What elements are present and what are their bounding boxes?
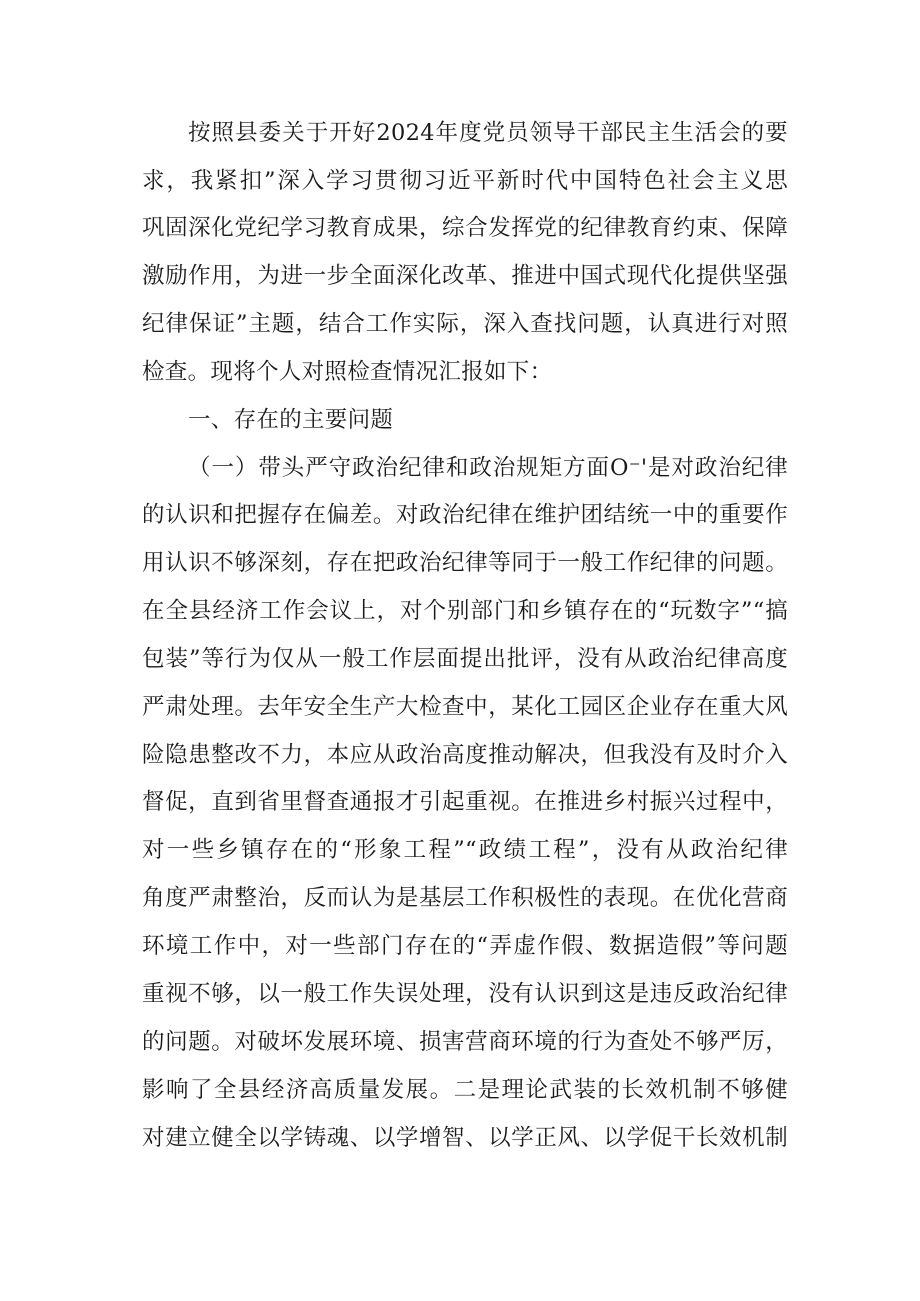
paragraph-3-line-5: 包装”等行为仅从一般工作层面提出批评，没有从政治纪律高度 — [142, 646, 788, 672]
paragraph-3-line-12: 重视不够，以一般工作失误处理，没有认识到这是违反政治纪律 — [142, 981, 788, 1007]
paragraph-3-line-9: 对一些乡镇存在的“形象工程”“政绩工程”，没有从政治纪律 — [142, 837, 788, 863]
paragraph-1-line-1: 按照县委关于开好2024年度党员领导干部民主生活会的要 — [188, 120, 788, 146]
paragraph-3-line-2: 的认识和把握存在偏差。对政治纪律在维护团结统一中的重要作 — [142, 502, 788, 528]
paragraph-3-line-7: 险隐患整改不力，本应从政治高度推动解决，但我没有及时介入 — [142, 742, 788, 768]
paragraph-3-line-10: 角度严肃整治，反而认为是基层工作积极性的表现。在优化营商 — [142, 885, 788, 911]
paragraph-3-line-8: 督促，直到省里督查通报才引起重视。在推进乡村振兴过程中， — [142, 789, 788, 815]
paragraph-1-line-3: 巩固深化党纪学习教育成果，综合发挥党的纪律教育约束、保障 — [142, 215, 788, 241]
paragraph-3-line-1: （一）带头严守政治纪律和政治规矩方面O⁻'是对政治纪律 — [188, 455, 788, 481]
paragraph-1-line-6: 检查。现将个人对照检查情况汇报如下： — [142, 359, 553, 385]
paragraph-3-line-4: 在全县经济工作会议上，对个别部门和乡镇存在的“玩数字”“搞 — [142, 598, 788, 624]
paragraph-1-line-4: 激励作用，为进一步全面深化改革、推进中国式现代化提供坚强 — [142, 263, 788, 289]
section-heading: 一、存在的主要问题 — [188, 407, 394, 433]
paragraph-3-line-3: 用认识不够深刻，存在把政治纪律等同于一般工作纪律的问题。 — [142, 550, 788, 576]
paragraph-3-line-6: 严肃处理。去年安全生产大检查中，某化工园区企业存在重大风 — [142, 694, 788, 720]
paragraph-3-line-13: 的问题。对破坏发展环境、损害营商环境的行为查处不够严厉， — [142, 1029, 788, 1055]
paragraph-1-line-2: 求，我紧扣”深入学习贯彻习近平新时代中国特色社会主义思 — [142, 168, 788, 194]
paragraph-1-line-5: 纪律保证”主题，结合工作实际，深入查找问题，认真进行对照 — [142, 311, 788, 337]
paragraph-3-line-14: 影响了全县经济高质量发展。二是理论武装的长效机制不够健 — [142, 1077, 788, 1103]
paragraph-3-line-11: 环境工作中，对一些部门存在的“弄虚作假、数据造假”等问题 — [142, 933, 788, 959]
paragraph-3-line-15: 对建立健全以学铸魂、以学增智、以学正风、以学促干长效机制 — [142, 1125, 788, 1151]
